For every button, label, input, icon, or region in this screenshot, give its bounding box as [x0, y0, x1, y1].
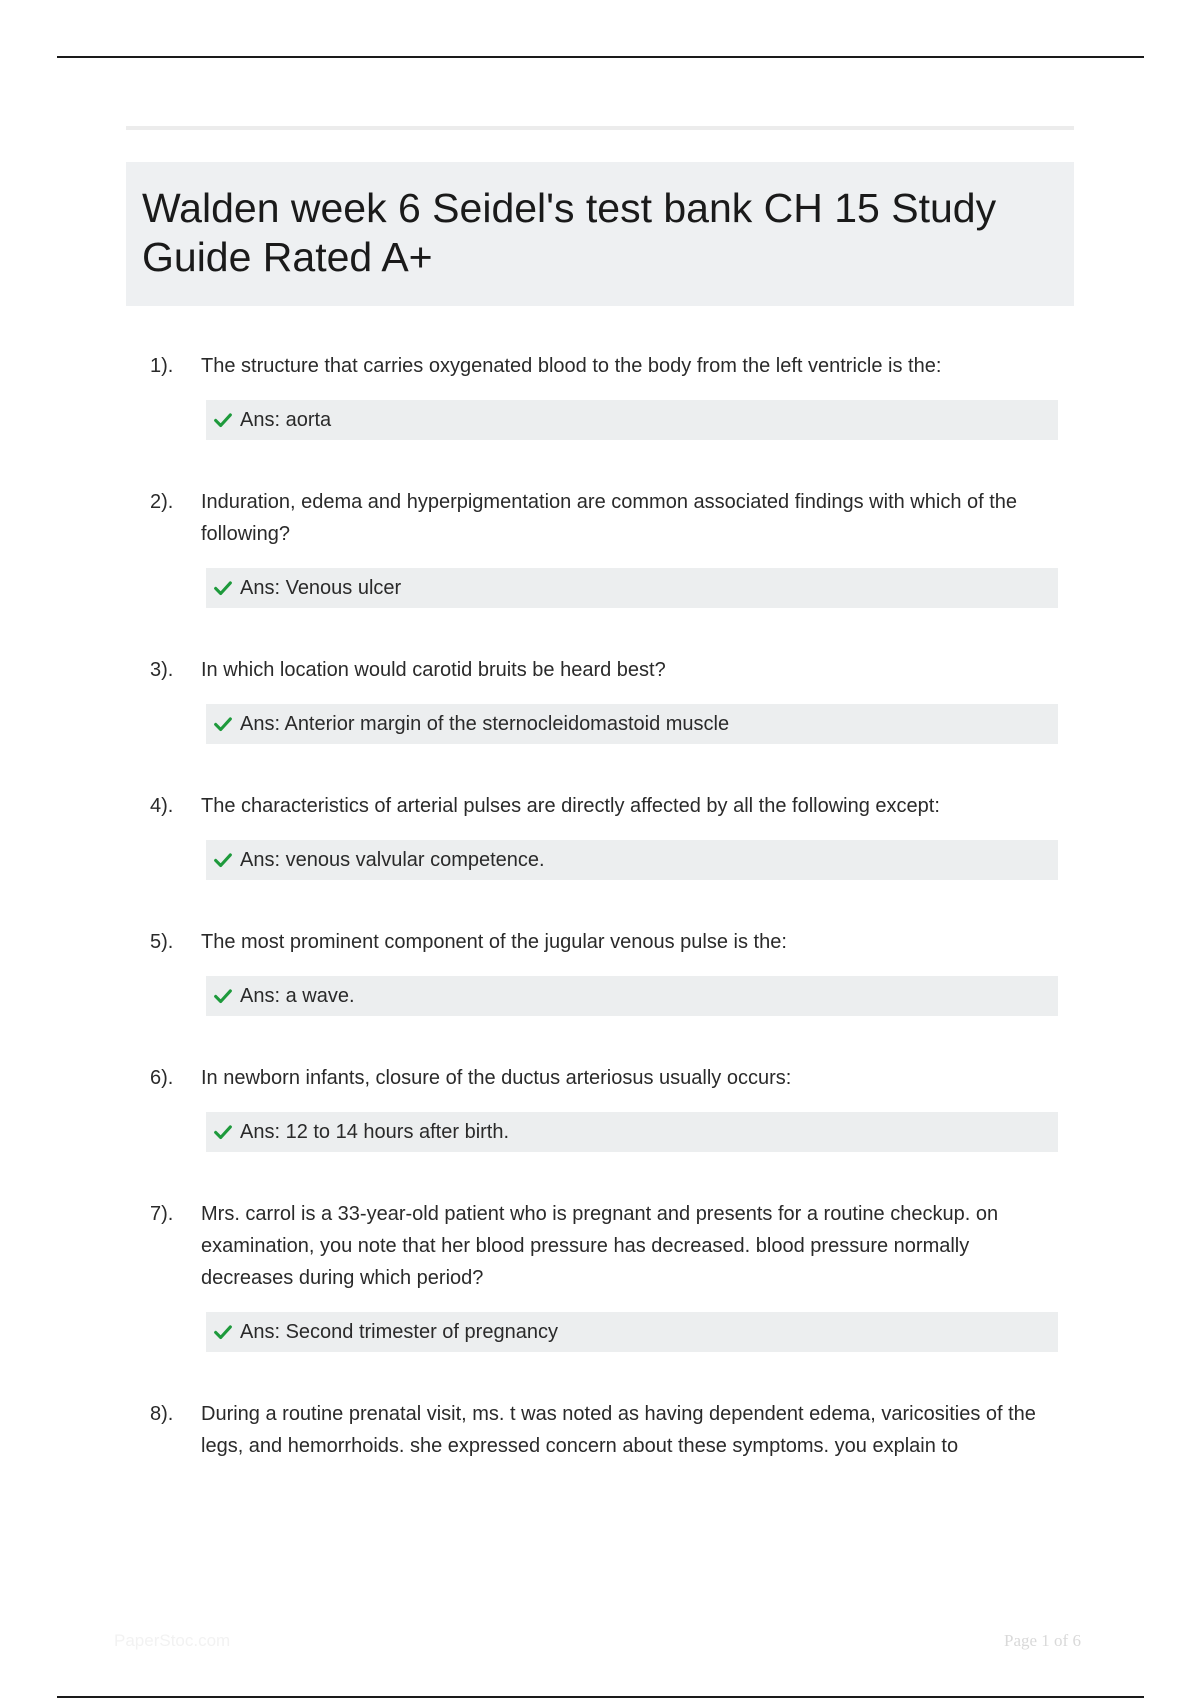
question-number: 4). [150, 795, 174, 817]
checkmark-icon [212, 849, 234, 871]
question-item [126, 654, 1074, 744]
question-list [126, 350, 1074, 1508]
answer-box [206, 704, 1058, 744]
question-item [126, 926, 1074, 1016]
question-text: Mrs. carrol is a 33-year-old patient who is pregnant and presents for a routine checkup. on examination, you note that her blood pressure has decreased. blood pressure normally decreases during which period? [201, 1203, 999, 1289]
answer-text: Ans: 12 to 14 hours after birth. [240, 1120, 510, 1143]
checkmark-icon [212, 713, 234, 735]
question-text: The most prominent component of the jugular venous pulse is the: [201, 931, 787, 953]
question-number: 7). [150, 1203, 174, 1225]
answer-text: Ans: Venous ulcer [240, 576, 402, 599]
checkmark-icon [212, 1121, 234, 1143]
question-item [126, 790, 1074, 880]
bottom-rule [57, 1696, 1144, 1698]
question-text: During a routine prenatal visit, ms. t was noted as having dependent edema, varicosities of the legs, and hemorrhoids. she expressed concern about these symptoms. you explain to [201, 1403, 1036, 1457]
answer-text: Ans: venous valvular competence. [240, 848, 545, 871]
question-item [126, 1062, 1074, 1152]
answer-box [206, 976, 1058, 1016]
question-text: Induration, edema and hyperpigmentation are common associated findings with which of the following? [201, 491, 1018, 545]
checkmark-icon [212, 1321, 234, 1343]
title-box [126, 162, 1074, 306]
answer-box [206, 840, 1058, 880]
question-number: 3). [150, 659, 174, 681]
title-divider [126, 126, 1074, 130]
page-title: Walden week 6 Seidel's test bank CH 15 Study Guide Rated A+ [142, 185, 997, 280]
question-text: In which location would carotid bruits be heard best? [201, 659, 666, 681]
question-item [126, 486, 1074, 608]
question-item [126, 1198, 1074, 1352]
checkmark-icon [212, 409, 234, 431]
answer-text: Ans: aorta [240, 408, 332, 431]
answer-box [206, 1112, 1058, 1152]
top-rule [57, 56, 1144, 58]
watermark: PaperStoc.com [114, 1631, 231, 1650]
question-text: In newborn infants, closure of the ductus arteriosus usually occurs: [201, 1067, 792, 1089]
answer-text: Ans: a wave. [240, 984, 355, 1007]
question-item [126, 1398, 1074, 1462]
page-number: Page 1 of 6 [1004, 1631, 1081, 1650]
checkmark-icon [212, 577, 234, 599]
question-text: The structure that carries oxygenated blood to the body from the left ventricle is the: [201, 355, 942, 377]
answer-box [206, 400, 1058, 440]
question-number: 6). [150, 1067, 174, 1089]
question-number: 1). [150, 355, 174, 377]
answer-text: Ans: Second trimester of pregnancy [240, 1320, 558, 1343]
question-text: The characteristics of arterial pulses are directly affected by all the following except: [201, 795, 940, 817]
checkmark-icon [212, 985, 234, 1007]
question-number: 8). [150, 1403, 174, 1425]
question-number: 2). [150, 491, 174, 513]
question-number: 5). [150, 931, 174, 953]
answer-box [206, 1312, 1058, 1352]
answer-box [206, 568, 1058, 608]
answer-text: Ans: Anterior margin of the sternocleidomastoid muscle [240, 712, 730, 735]
question-item [126, 350, 1074, 440]
